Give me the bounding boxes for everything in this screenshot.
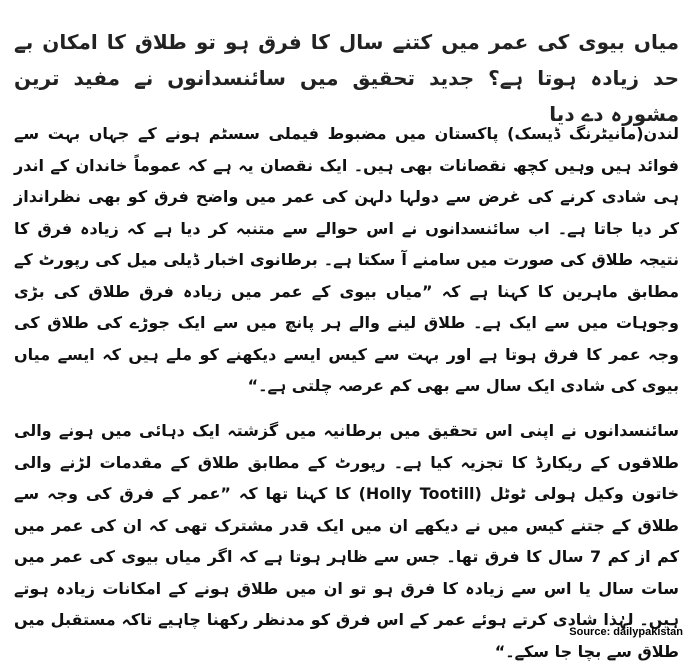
news-article — [14, 0, 679, 659]
article-headline: میاں بیوی کی عمر میں کتنے سال کا فرق ہو تو طلاق کا امکان بے حد زیادہ ہوتا ہے؟ جدید تحقیق میں سائنسدانوں نے مفید ترین مشورہ دے دیا — [14, 30, 679, 126]
article-paragraph-2: سائنسدانوں نے اپنی اس تحقیق میں برطانیہ میں گزشتہ ایک دہائی میں ہونے والی طلاقوں کے ریکارڈ کا تجزیہ کیا ہے۔ رپورٹ کے مطابق طلاق کے مقدمات لڑنے والی خاتون وکیل ہولی ٹوٹل (Holly Tootill) کا کہنا تھا کہ ”عمر کے فرق کی وجہ سے طلاق کے جتنے کیس میں نے دیکھے ان میں ایک قدر مشترک تھی کہ ان کی عمر میں کم از کم 7 سال کا فرق تھا۔ جس سے ظاہر ہوتا ہے کہ اگر میاں بیوی کی عمر میں سات سال یا اس سے زیادہ کا فرق ہو تو ان میں طلاق ہونے کے امکانات زیادہ ہوتے ہیں۔ لہٰذا شادی کرتے ہوئے عمر کے اس فرق کو مدنظر رکھنا چاہیے تاکہ مستقبل میں طلاق سے بچا جا سکے۔“ — [14, 421, 680, 661]
source-credit: Source: dailypakistan — [569, 626, 683, 638]
article-paragraph-1: لندن(مانیٹرنگ ڈیسک) پاکستان میں مضبوط فیملی سسٹم ہونے کے جہاں بہت سے فوائد ہیں وہیں کچھ نقصانات بھی ہیں۔ ایک نقصان یہ ہے کہ عموماً خاندان کے اندر ہی شادی کرنے کی غرض سے دولہا دلہن کی عمر میں واضح فرق کو بھی نظرانداز کر دیا جاتا ہے۔ اب سائنسدانوں نے اس حوالے سے متنبہ کر دیا ہے کہ زیادہ فرق کا نتیجہ طلاق کی صورت میں سامنے آ سکتا ہے۔ برطانوی اخبار ڈیلی میل کی رپورٹ کے مطابق ماہرین کا کہنا ہے کہ ”میاں بیوی کے عمر میں زیادہ فرق طلاق کی بڑی وجوہات میں سے ایک ہے۔ طلاق لینے والے ہر پانچ میں سے ایک جوڑے کی طلاق کی وجہ عمر کا فرق ہوتا ہے اور بہت سے کیس ایسے دیکھنے کو ملے ہیں کہ ایسے میاں بیوی کی شادی ایک سال سے بھی کم عرصہ چلتی ہے۔“ — [14, 124, 679, 395]
